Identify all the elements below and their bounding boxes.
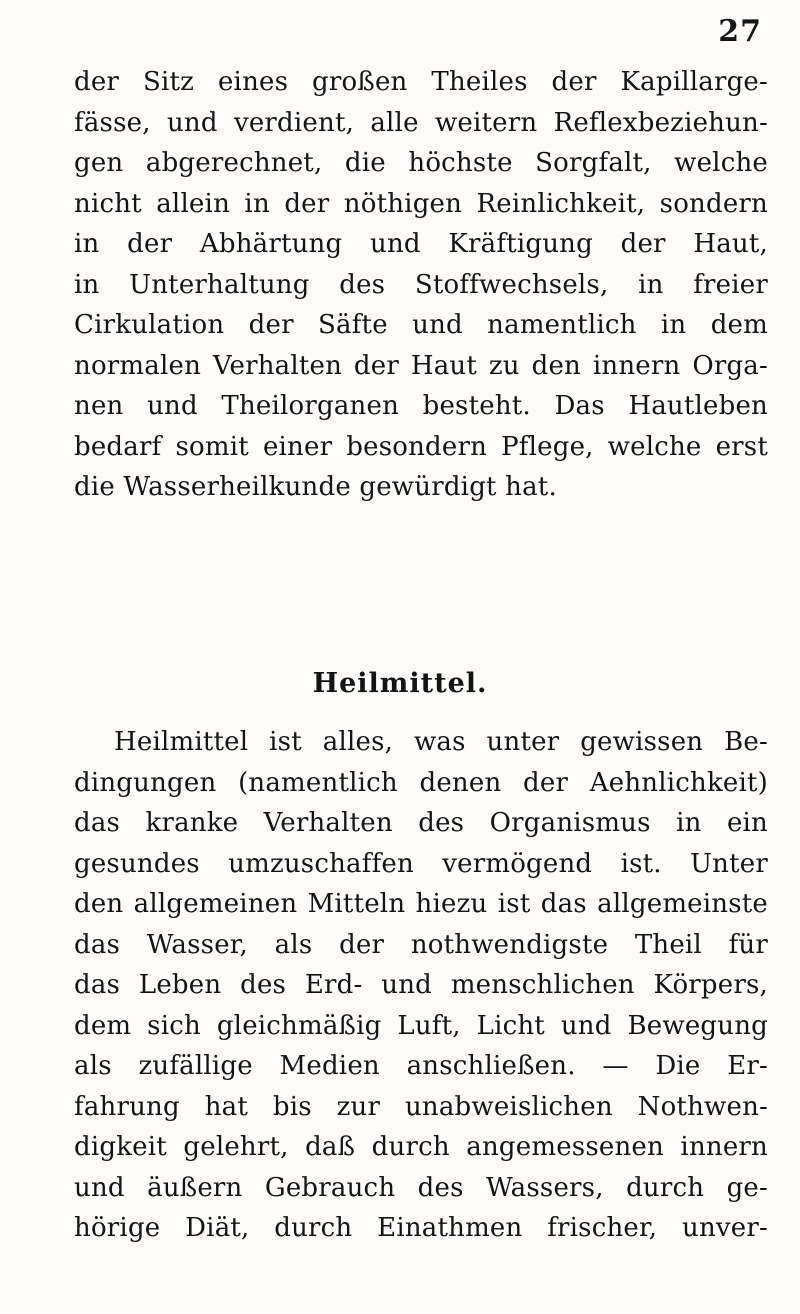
text-line: gen abgerechnet, die höchste Sorgfalt, welche (74, 148, 768, 178)
text-line: der Sitz eines großen Theiles der Kapillarge- (74, 67, 768, 97)
text-line: bedarf somit einer besondern Pflege, welche erst (74, 431, 768, 462)
text-line: in der Abhärtung und Kräftigung der Haut, (74, 229, 768, 259)
text-line: nicht allein in der nöthigen Reinlichkeit, sondern (74, 188, 768, 219)
paragraph-2 (74, 722, 768, 1249)
text-line: Heilmittel ist alles, was unter gewissen Be- (114, 727, 768, 757)
text-line: dem sich gleichmäßig Luft, Licht und Bewegung (74, 1010, 768, 1041)
text-line: den allgemeinen Mitteln hiezu ist das allgemeinste (74, 889, 768, 919)
text-line: normalen Verhalten der Haut zu den innern Orga- (74, 350, 768, 381)
text-line: als zufällige Medien anschließen. — Die Er- (74, 1051, 768, 1081)
text-line: fässe, und verdient, alle weitern Reflexbeziehun- (74, 107, 768, 138)
text-line: und äußern Gebrauch des Wassers, durch ge- (74, 1172, 768, 1203)
text-line: die Wasserheilkunde gewürdigt hat. (74, 472, 557, 502)
text-line: fahrung hat bis zur unabweislichen Nothwen- (74, 1091, 768, 1122)
text-line: dingungen (namentlich denen der Aehnlichkeit) (74, 767, 768, 798)
text-line: das Wasser, als der nothwendigste Theil für (74, 929, 768, 960)
text-line: nen und Theilorganen besteht. Das Hautleben (74, 391, 768, 421)
text-line: gesundes umzuschaffen vermögend ist. Unter (74, 848, 768, 879)
text-line: in Unterhaltung des Stoffwechsels, in freier (74, 269, 768, 300)
text-line: digkeit gelehrt, daß durch angemessenen innern (74, 1132, 768, 1162)
paragraph-1 (74, 62, 768, 508)
section-heading: Heilmittel. (312, 668, 488, 699)
page-number: 27 (718, 14, 762, 49)
text-line: Cirkulation der Säfte und namentlich in dem (74, 310, 768, 340)
text-line: das Leben des Erd- und menschlichen Körpers, (74, 970, 768, 1000)
text-line: hörige Diät, durch Einathmen frischer, unver- (74, 1213, 768, 1243)
text-line: das kranke Verhalten des Organismus in ein (74, 808, 768, 838)
